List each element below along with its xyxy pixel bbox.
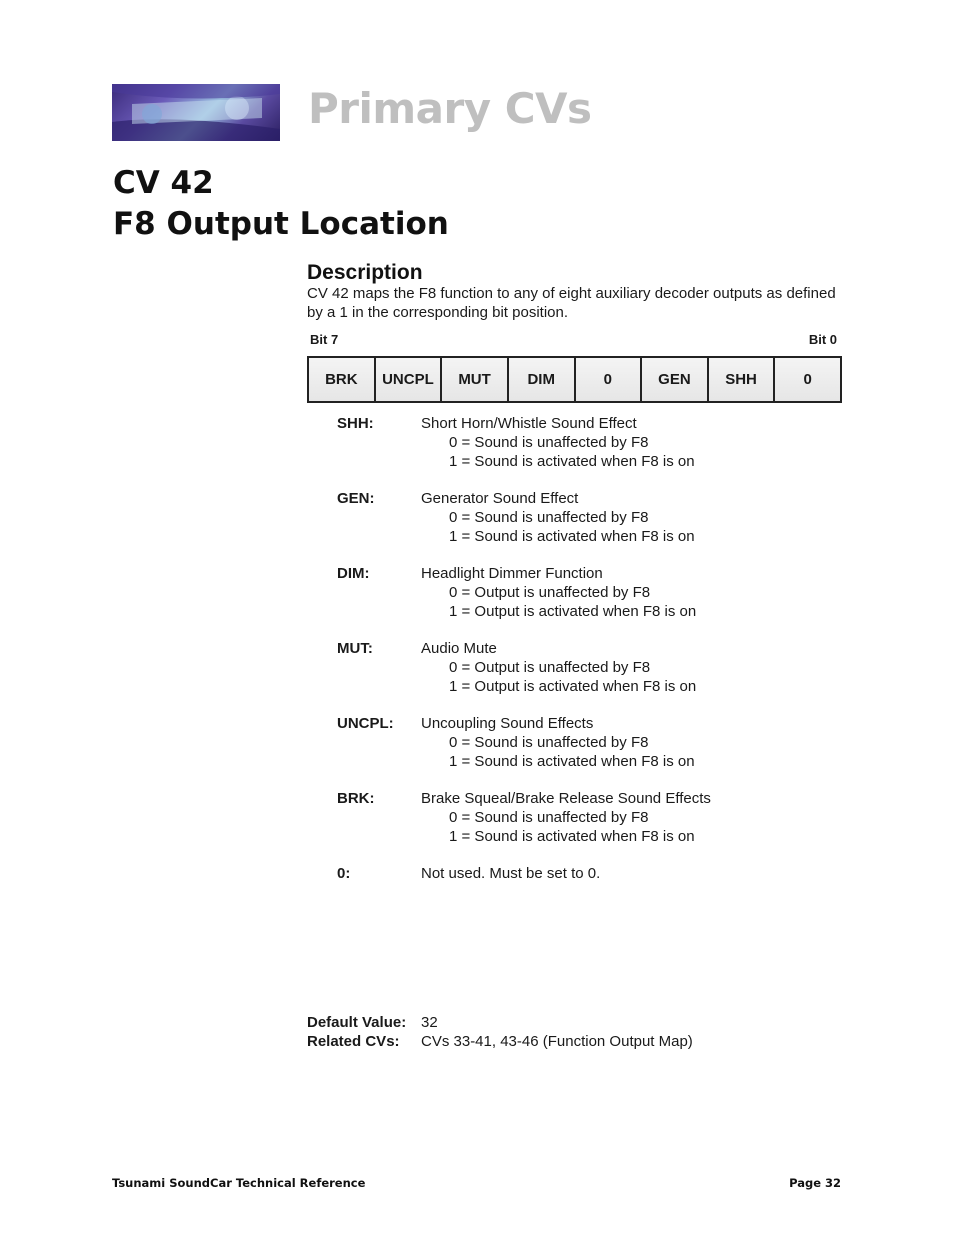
entry-value-0: 0 = Sound is unaffected by F8 [449, 434, 649, 451]
default-value-label: Default Value: [307, 1014, 407, 1031]
bit-cell-4: DIM [509, 358, 576, 401]
entry-key: 0: [337, 865, 351, 882]
bit-cell-7: BRK [309, 358, 376, 401]
defaults-block [307, 1013, 693, 1051]
entry-key: GEN: [337, 490, 375, 507]
entry-title: Generator Sound Effect [421, 490, 579, 507]
entry-title: Audio Mute [421, 640, 497, 657]
description-text: CV 42 maps the F8 function to any of eight auxiliary decoder outputs as defined by a 1 in the corresponding bit position. [307, 285, 836, 321]
entry-value-0: 0 = Sound is unaffected by F8 [449, 809, 649, 826]
entry-key: MUT: [337, 640, 373, 657]
entry-value-0: 0 = Sound is unaffected by F8 [449, 734, 649, 751]
entry-value-0: 0 = Sound is unaffected by F8 [449, 509, 649, 526]
cv-number: CV 42 [113, 165, 214, 201]
related-cvs-value: CVs 33-41, 43-46 (Function Output Map) [421, 1033, 693, 1050]
bit-7-label: Bit 7 [310, 332, 339, 347]
entry-value-1: 1 = Sound is activated when F8 is on [449, 828, 695, 845]
related-cvs-label: Related CVs: [307, 1033, 400, 1050]
page-number: Page 32 [789, 1176, 841, 1190]
entry-value-1: 1 = Sound is activated when F8 is on [449, 753, 695, 770]
default-value: 32 [421, 1014, 438, 1031]
entry-title: Brake Squeal/Brake Release Sound Effects [421, 790, 711, 807]
entry-title: Not used. Must be set to 0. [421, 865, 601, 882]
default-value-row [307, 1013, 693, 1032]
entry-key: BRK: [337, 790, 375, 807]
entry-gen [337, 489, 837, 546]
bit-cell-2: GEN [642, 358, 709, 401]
entry-value-0: 0 = Output is unaffected by F8 [449, 659, 651, 676]
entry-title: Short Horn/Whistle Sound Effect [421, 415, 637, 432]
entry-value-1: 1 = Sound is activated when F8 is on [449, 528, 695, 545]
cv-name: F8 Output Location [113, 206, 449, 242]
entry-value-1: 1 = Output is activated when F8 is on [449, 678, 697, 695]
footer-title: Tsunami SoundCar Technical Reference [112, 1176, 366, 1190]
entry-key: UNCPL: [337, 715, 394, 732]
bit-definitions [337, 414, 837, 901]
entry-dim [337, 564, 837, 621]
entry-value-1: 1 = Sound is activated when F8 is on [449, 453, 695, 470]
section-title: Primary CVs [308, 84, 592, 133]
related-cvs-row [307, 1032, 693, 1051]
entry-value-1: 1 = Output is activated when F8 is on [449, 603, 697, 620]
bit-cell-0: 0 [775, 358, 840, 401]
entry-value-0: 0 = Output is unaffected by F8 [449, 584, 651, 601]
entry-unused [337, 864, 837, 883]
bit-cell-6: UNCPL [376, 358, 443, 401]
bit-cell-5: MUT [442, 358, 509, 401]
bit-cell-3: 0 [576, 358, 643, 401]
bit-0-label: Bit 0 [808, 332, 837, 347]
cv-heading [113, 163, 449, 245]
header-photo [112, 84, 280, 141]
entry-key: SHH: [337, 415, 374, 432]
entry-key: DIM: [337, 565, 370, 582]
entry-uncpl [337, 714, 837, 771]
description-heading: Description [307, 261, 423, 284]
entry-brk [337, 789, 837, 846]
entry-title: Headlight Dimmer Function [421, 565, 603, 582]
entry-title: Uncoupling Sound Effects [421, 715, 594, 732]
bit-cell-1: SHH [709, 358, 776, 401]
entry-shh [337, 414, 837, 471]
entry-mut [337, 639, 837, 696]
bit-table [307, 356, 842, 403]
